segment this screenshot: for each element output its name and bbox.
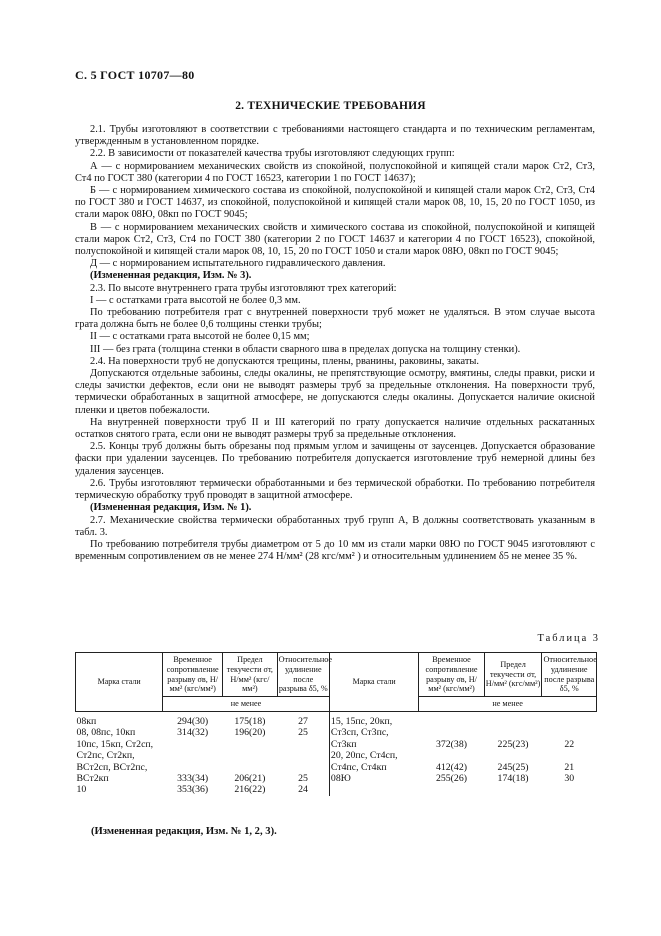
cell-value: 294(30) <box>177 715 209 727</box>
cell-value <box>223 762 277 773</box>
cell-steel-grade: 15, 15пс, 20кп, <box>329 711 418 727</box>
category-1: I — с остатками грата высотой не более 0,3 мм. <box>90 294 301 306</box>
cell-steel-grade: 08кп <box>76 715 97 727</box>
category-2: II — с остатками грата высотой не более 0,15 мм; <box>90 331 310 343</box>
category-3: III — без грата (толщина стенки в области сварного шва в пределах допуска на толщину стенки). <box>90 343 521 355</box>
cell-value: 24 <box>298 784 308 796</box>
cell-steel-grade: 10 <box>76 784 87 796</box>
surface-defects: Допускаются отдельные забоины, следы окалины, не препятствующие осмотру, вмятины, следы правки, риски и следы зачистки дефектов, если они не выводят размеры труб за предельные отклонения. На поверхности труб, термически обработанных в защитной атмосфере, не допускаются следы окалины. Допускается наличие окисной пленки и цветов побежалости. <box>75 368 595 416</box>
cell-value <box>163 762 223 773</box>
section-title: 2. ТЕХНИЧЕСКИЕ ТРЕБОВАНИЯ <box>235 100 426 112</box>
table-row <box>76 773 597 784</box>
cell-value <box>542 784 597 795</box>
col-steel-grade: Марка стали <box>329 653 418 712</box>
cell-steel-grade <box>329 784 418 795</box>
col-yield: Предел текучести σт, Н/мм² (кгс/мм²) <box>223 653 277 697</box>
col-elongation: Относительное удлинение после разрыва δ5, % <box>542 653 597 697</box>
col-tensile: Временное сопротивление разрыву σв, Н/мм² (кгс/мм²) <box>419 653 484 697</box>
group-b: Б — с нормированием химического состава из спокойной, полуспокойной и кипящей стали марок Ст2, Ст3, Ст4 по ГОСТ 380 и ГОСТ 14637, из спокойной, полуспокойной и кипящей стали марок 08, 10, 15, 20 по ГОСТ 1050, из стали марок 08Ю, 08кп по ГОСТ 9045; <box>75 185 595 221</box>
paragraph-2-5: 2.5. Концы труб должны быть обрезаны под прямым углом и зачищены от заусенцев. Допускается образование фаски при удалении заусенцев. По требованию потребителя допускается изготовление труб немерной длины без удаления заусенцев. <box>75 441 595 477</box>
cell-value: 27 <box>298 715 308 727</box>
cell-value <box>223 739 277 750</box>
cell-value <box>542 727 597 738</box>
cell-value <box>419 727 484 738</box>
cell-value <box>484 711 542 727</box>
cell-steel-grade: 08Ю <box>329 773 418 784</box>
cell-value: 245(25) <box>497 761 529 773</box>
cell-value <box>484 784 542 795</box>
table-row <box>76 784 597 795</box>
cell-value: 22 <box>564 738 575 750</box>
cell-steel-grade: 08, 08пс, 10кп <box>76 727 136 739</box>
group-a: А — с нормированием механических свойств из спокойной, полуспокойной и кипящей стали марок Ст2, Ст3, Ст4 по ГОСТ 380 (категории 4 по ГОСТ 16523, категории 1 по ГОСТ 14637); <box>75 160 595 184</box>
cell-value: 225(23) <box>497 738 529 750</box>
col-yield: Предел текучести σт, Н/мм² (кгс/мм²) <box>484 653 542 697</box>
paragraph-2-6: 2.6. Трубы изготовляют термически обработанными и без термической обработки. По требованию потребителя термическую обработку труб проводят в защитной атмосфере. <box>75 477 595 502</box>
table-row <box>76 727 597 738</box>
amendment-note: (Измененная редакция, Изм. № 3). <box>90 270 252 282</box>
cell-value: 174(18) <box>497 773 529 785</box>
group-d: Д — с нормированием испытательного гидравлического давления. <box>90 258 386 270</box>
cell-value: 216(22) <box>234 784 266 796</box>
cell-steel-grade: Ст3сп, Ст3пс, <box>329 727 418 738</box>
table-row <box>76 762 597 773</box>
cell-value <box>419 784 484 795</box>
footer-amendment-note: (Измененная редакция, Изм. № 1, 2, 3). <box>91 826 277 837</box>
cell-value <box>163 739 223 750</box>
col-tensile: Временное сопротивление разрыву σв, Н/мм² (кгс/мм²) <box>163 653 223 697</box>
cell-value: 255(26) <box>435 773 467 785</box>
cell-steel-grade: 10пс, 15кп, Ст2сп, <box>76 738 154 750</box>
cell-value <box>542 750 597 761</box>
cell-value <box>163 750 223 761</box>
cell-steel-grade: Ст3кп <box>329 739 418 750</box>
cell-value: 314(32) <box>177 727 209 739</box>
cell-value: 175(18) <box>234 715 266 727</box>
amendment-note: (Измененная редакция, Изм. № 1). <box>90 502 252 514</box>
page-header: С. 5 ГОСТ 10707—80 <box>75 68 195 82</box>
paragraph-2-1: 2.1. Трубы изготовляют в соответствии с требованиями настоящего стандарта и по техническим регламентам, утвержденным в установленном порядке. <box>75 124 595 148</box>
cell-value: 30 <box>564 773 575 785</box>
cell-value <box>484 727 542 738</box>
paragraph-2-4: 2.4. На поверхности труб не допускаются трещины, плены, рванины, раковины, закаты. <box>90 355 479 367</box>
table-row <box>76 750 597 761</box>
cell-value: 25 <box>298 773 308 785</box>
table-row <box>76 711 597 727</box>
cell-value <box>542 711 597 727</box>
cell-value <box>277 750 329 761</box>
subheader-min: не менее <box>163 697 330 712</box>
cell-steel-grade: Ст4пс, Ст4кп <box>329 762 418 773</box>
paragraph-2-2: 2.2. В зависимости от показателей качества трубы изготовляют следующих групп: <box>90 148 455 160</box>
cell-steel-grade: ВСт2сп, ВСт2пс, <box>76 761 148 773</box>
category-1-note: По требованию потребителя грат с внутренней поверхности труб может не удаляться. В этом случае высота грата должна быть не более 0,6 толщины стенки трубы; <box>75 307 595 331</box>
table-3 <box>75 652 597 796</box>
inner-surface: На внутренней поверхности труб II и III категорий по грату допускается наличие отдельных раскатанных остатков снятого грата, если они не выводят размеры труб за предельные отклонения. <box>75 416 595 441</box>
cell-value <box>419 750 484 761</box>
subheader-min: не менее <box>419 697 597 712</box>
body-text <box>75 124 595 563</box>
cell-value: 372(38) <box>435 738 467 750</box>
col-elongation: Относительное удлинение после разрыва δ5, % <box>277 653 329 697</box>
col-steel-grade: Марка стали <box>76 653 163 712</box>
table-caption: Таблица 3 <box>537 633 600 644</box>
cell-steel-grade: 20, 20пс, Ст4сп, <box>329 750 418 761</box>
cell-value: 412(42) <box>435 761 467 773</box>
paragraph-2-3: 2.3. По высоте внутреннего грата трубы изготовляют трех категорий: <box>90 282 397 294</box>
cell-value: 353(36) <box>177 784 209 796</box>
cell-value <box>223 750 277 761</box>
paragraph-2-7-note: По требованию потребителя трубы диаметром от 5 до 10 мм из стали марки 08Ю по ГОСТ 9045 изготовляют с временным сопротивлением σв не менее 274 Н/мм² (28 кгс/мм² ) и относительным удлинением δ5 не менее 35 %. <box>75 538 595 563</box>
cell-steel-grade: ВСт2кп <box>76 773 109 785</box>
cell-steel-grade: Ст2пс, Ст2кп, <box>76 750 135 762</box>
cell-value <box>277 762 329 773</box>
cell-value: 206(21) <box>234 773 266 785</box>
group-v: В — с нормированием механических свойств и химического состава из спокойной, полуспокойной и кипящей стали марок Ст2, Ст3, Ст4 по ГОСТ 380 (категории 2 по ГОСТ 14637 и категории 4 по ГОСТ 16523), спокойной, полуспокойной и кипящей стали марок 08, 10, 15, 20 по ГОСТ 1050 и стали марок 08Ю, 08кп по ГОСТ 9045; <box>75 221 595 258</box>
cell-value: 21 <box>564 761 575 773</box>
table-header-row <box>76 653 597 697</box>
cell-value: 25 <box>298 727 308 739</box>
cell-value <box>419 711 484 727</box>
paragraph-2-7: 2.7. Механические свойства термически обработанных труб групп А, В должны соответствовать указанным в табл. 3. <box>75 514 595 538</box>
cell-value: 196(20) <box>234 727 266 739</box>
table-row <box>76 739 597 750</box>
cell-value: 333(34) <box>177 773 209 785</box>
cell-value <box>484 750 542 761</box>
cell-value <box>277 739 329 750</box>
